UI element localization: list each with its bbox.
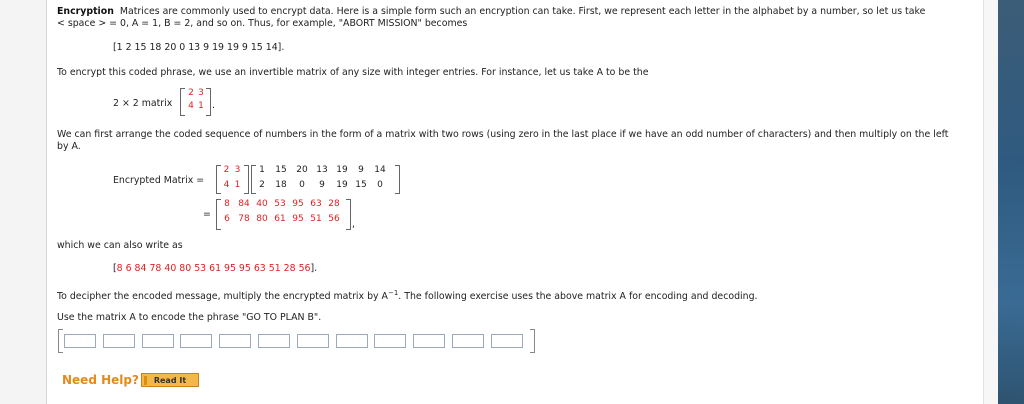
decipher-after: . The following exercise uses the above matrix A for encoding and decoding. [398, 291, 758, 303]
matrix-cell: 61 [274, 214, 286, 224]
matrix-cell: 84 [238, 199, 250, 209]
matrix-cell: 2 [259, 180, 265, 190]
answer-input-7[interactable] [297, 334, 329, 348]
matrix-cell: 15 [355, 180, 367, 190]
sequence-values: 8 6 84 78 40 80 53 61 95 95 63 51 28 56 [116, 263, 311, 274]
intro-line-2: < space > = 0, A = 1, B = 2, and so on. Thus, for example, "ABORT MISSION" becomes [57, 18, 468, 29]
matrix-cell: 9 [358, 165, 364, 175]
equals-sign: = [203, 209, 211, 220]
enc-a-cell: 1 [234, 180, 241, 190]
enc-a-cell: 4 [223, 180, 230, 190]
answer-input-8[interactable] [336, 334, 368, 348]
matrix-cell: 95 [292, 214, 304, 224]
answer-input-10[interactable] [413, 334, 445, 348]
matrix-cell: 56 [328, 214, 340, 224]
matrix-cell: 53 [274, 199, 286, 209]
answer-input-12[interactable] [491, 334, 523, 348]
section-title: Encryption [57, 6, 114, 17]
also-write-text: which we can also write as [57, 240, 183, 251]
enc-a-cell: 3 [234, 165, 241, 175]
answer-input-5[interactable] [219, 334, 251, 348]
step3-line-1: We can first arrange the coded sequence of numbers in the form of a matrix with two rows (using zero in the last place if we have an odd number of characters) and then multiply on the left [57, 129, 949, 140]
decipher-text [57, 289, 758, 302]
matrix-cell: 8 [224, 199, 230, 209]
matrix-a-cell: 2 [188, 88, 194, 98]
answer-input-3[interactable] [142, 334, 174, 348]
step2-text: To encrypt this coded phrase, we use an invertible matrix of any size with integer entries. For instance, let us take A to be the [57, 67, 649, 78]
matrix-suffix: . [212, 100, 215, 111]
matrix-cell: 14 [374, 165, 386, 175]
step3-line-2: by A. [57, 141, 81, 152]
matrix-cell: 40 [256, 199, 268, 209]
need-help-label: Need Help? [62, 373, 139, 387]
sequence-open: [ [113, 263, 117, 274]
answer-input-9[interactable] [374, 334, 406, 348]
answer-bracket-right [530, 329, 535, 353]
matrix-cell: 0 [299, 180, 305, 190]
encrypted-sequence [113, 263, 317, 274]
matrix-cell: 63 [310, 199, 322, 209]
matrix-cell: 19 [336, 165, 348, 175]
answer-input-2[interactable] [103, 334, 135, 348]
matrix-cell: 95 [292, 199, 304, 209]
matrix-cell: 51 [310, 214, 322, 224]
matrix-cell: 0 [377, 180, 383, 190]
matrix-cell: 80 [256, 214, 268, 224]
encrypted-matrix-label: Encrypted Matrix = [113, 175, 205, 186]
desktop-background [998, 0, 1024, 404]
intro-paragraph [57, 6, 925, 17]
answer-input-1[interactable] [64, 334, 96, 348]
scrollbar-track[interactable] [983, 0, 999, 404]
answer-input-4[interactable] [180, 334, 212, 348]
matrix-cell: 15 [275, 165, 287, 175]
answer-input-6[interactable] [258, 334, 290, 348]
result-suffix: , [352, 219, 355, 230]
matrix-a-cell: 1 [198, 101, 204, 111]
intro-line-1: Matrices are commonly used to encrypt data. Here is a simple form such an encryption can take. First, we represent each letter in the alphabet by a number, so let us take [119, 6, 926, 17]
answer-input-11[interactable] [452, 334, 484, 348]
matrix-cell: 6 [224, 214, 230, 224]
enc-a-cell: 2 [223, 165, 230, 175]
inverse-exponent: −1 [387, 289, 399, 297]
left-frame [0, 0, 47, 404]
matrix-cell: 20 [296, 165, 308, 175]
sequence-close: ]. [310, 263, 318, 274]
read-it-button[interactable]: Read It [141, 373, 199, 387]
coded-sequence: [1 2 15 18 20 0 13 9 19 19 9 15 14]. [113, 42, 285, 53]
matrix-cell: 1 [259, 165, 265, 175]
matrix-label: 2 × 2 matrix [113, 98, 173, 109]
decipher-before: To decipher the encoded message, multiply the encrypted matrix by A [57, 291, 388, 303]
answer-bracket-left [58, 329, 63, 353]
matrix-cell: 28 [328, 199, 340, 209]
matrix-cell: 19 [336, 180, 348, 190]
matrix-a-cell: 3 [198, 88, 204, 98]
question-text: Use the matrix A to encode the phrase "GO TO PLAN B". [57, 312, 322, 323]
matrix-cell: 9 [319, 180, 325, 190]
matrix-cell: 13 [316, 165, 328, 175]
matrix-a-cell: 4 [188, 101, 194, 111]
matrix-cell: 78 [238, 214, 250, 224]
matrix-cell: 18 [275, 180, 287, 190]
